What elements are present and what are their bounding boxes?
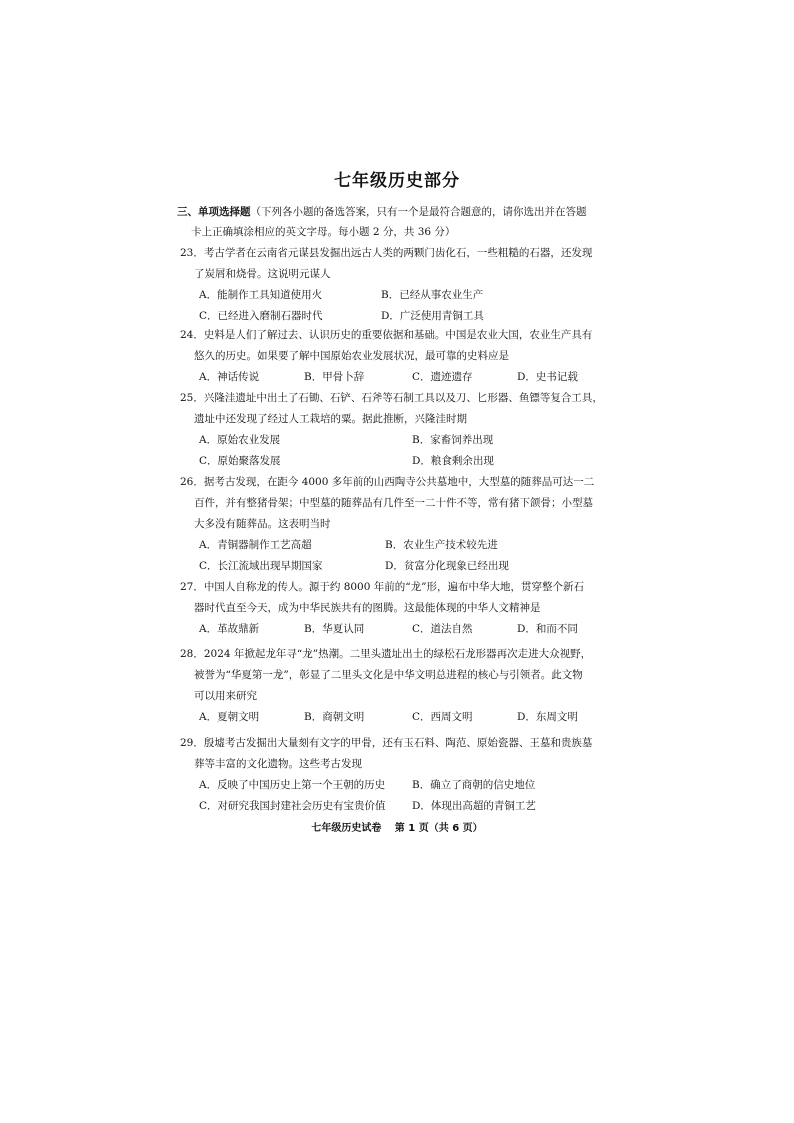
option-c[interactable]: C．道法自然	[412, 623, 473, 635]
question-23	[180, 243, 620, 327]
stem-line: 27．中国人自称龙的传人。源于约 8000 年前的“龙”形，遍布中华大地，贯穿整个新石	[180, 581, 584, 593]
option-a[interactable]: A．原始农业发展	[199, 434, 281, 446]
section-instruction-line1	[177, 202, 627, 222]
question-24	[180, 325, 620, 388]
stem-line: 百件，并有整猪骨架；中型墓的随葬品有几件至一二十件不等，常有猪下颌骨；小型墓	[194, 497, 593, 509]
stem-line: 葬等丰富的文化遗物。这些考古发现	[194, 758, 362, 770]
section-heading: 三、单项选择题	[177, 206, 251, 218]
options-row	[180, 707, 620, 728]
option-a[interactable]: A．反映了中国历史上第一个王朝的历史	[199, 779, 386, 791]
option-c[interactable]: C．原始聚落发展	[199, 455, 281, 467]
section-instruction-line2: 卡上正确填涂相应的英文字母。每小题 2 分，共 36 分）	[191, 226, 456, 238]
option-c[interactable]: C．西周文明	[412, 711, 473, 723]
options-row	[180, 285, 620, 306]
option-a[interactable]: A．能制作工具知道使用火	[199, 289, 323, 301]
option-b[interactable]: B．商朝文明	[304, 711, 365, 723]
question-28	[180, 644, 620, 728]
section-note: （下列各小题的备选答案，只有一个是最符合题意的，请你选出并在答题	[250, 206, 587, 218]
page-footer: 七年级历史试卷 第 1 页（共 6 页）	[311, 823, 483, 834]
option-c[interactable]: C．已经进入磨制石器时代	[199, 310, 323, 322]
question-stem	[180, 388, 620, 430]
stem-line: 28．2024 年掀起龙年寻“龙”热潮。二里头遗址出土的绿松石龙形器再次走进大众视野，	[180, 648, 592, 660]
option-c[interactable]: C．遗迹遗存	[412, 371, 473, 383]
options-row	[180, 796, 620, 817]
options-row	[180, 775, 620, 796]
section-header	[177, 202, 627, 242]
options-row	[180, 535, 620, 556]
stem-line: 遗址中还发现了经过人工栽培的粟。据此推断，兴隆洼时期	[194, 413, 467, 425]
options-row	[180, 430, 620, 451]
option-c[interactable]: C．长江流域出现早期国家	[199, 560, 323, 572]
option-d[interactable]: D．东周文明	[517, 711, 578, 723]
stem-line: 26．据考古发现，在距今 4000 多年前的山西陶寺公共墓地中，大型墓的随葬品可达一二	[180, 476, 595, 488]
question-29	[180, 733, 620, 817]
stem-line: 悠久的历史。如果要了解中国原始农业发展状况，最可靠的史料应是	[194, 350, 509, 362]
option-d[interactable]: D．广泛使用青铜工具	[381, 310, 484, 322]
stem-line: 被誉为“华夏第一龙”，彰显了二里头文化是中华文明总进程的核心与引领者。此文物	[194, 669, 583, 681]
options-row	[180, 556, 620, 577]
stem-line: 24．史料是人们了解过去、认识历史的重要依据和基础。中国是农业大国，农业生产具有	[180, 329, 593, 341]
option-d[interactable]: D．和而不同	[517, 623, 578, 635]
question-stem	[180, 325, 620, 367]
question-stem	[180, 472, 620, 535]
option-b[interactable]: B．家畜饲养出现	[412, 434, 494, 446]
option-a[interactable]: A．夏朝文明	[199, 711, 260, 723]
option-c[interactable]: C．对研究我国封建社会历史有宝贵价值	[199, 800, 386, 812]
option-b[interactable]: B．已经从事农业生产	[381, 289, 484, 301]
stem-line: 器时代直至今天，成为中华民族共有的图腾。这最能体现的中华人文精神是	[194, 602, 541, 614]
stem-line: 大多没有随葬品。这表明当时	[194, 518, 331, 530]
option-d[interactable]: D．体现出高超的青铜工艺	[412, 800, 536, 812]
stem-line: 23．考古学者在云南省元谋县发掘出远古人类的两颗门齿化石，一些粗糙的石器，还发现	[180, 247, 593, 259]
options-row	[180, 306, 620, 327]
options-row	[180, 367, 620, 388]
question-26	[180, 472, 620, 577]
option-d[interactable]: D．粮食剩余出现	[412, 455, 494, 467]
option-d[interactable]: D．贫富分化现象已经出现	[385, 560, 509, 572]
page-title: 七年级历史部分	[334, 171, 460, 191]
question-27	[180, 577, 620, 640]
question-stem	[180, 243, 620, 285]
question-25	[180, 388, 620, 472]
stem-line: 了炭屑和烧骨。这说明元谋人	[194, 268, 331, 280]
option-b[interactable]: B．农业生产技术较先进	[385, 539, 498, 551]
option-b[interactable]: B．华夏认同	[304, 623, 365, 635]
option-a[interactable]: A．青铜器制作工艺高超	[199, 539, 312, 551]
options-row	[180, 451, 620, 472]
option-d[interactable]: D．史书记载	[517, 371, 578, 383]
option-a[interactable]: A．神话传说	[199, 371, 260, 383]
option-b[interactable]: B．确立了商朝的信史地位	[412, 779, 536, 791]
question-stem	[180, 733, 620, 775]
stem-line: 29．殷墟考古发掘出大量刻有文字的甲骨，还有玉石料、陶范、原始瓷器、王墓和贵族墓	[180, 737, 593, 749]
options-row	[180, 619, 620, 640]
option-b[interactable]: B．甲骨卜辞	[304, 371, 365, 383]
stem-line: 可以用来研究	[194, 690, 257, 702]
stem-line: 25．兴隆洼遗址中出土了石锄、石铲、石斧等石制工具以及刀、匕形器、鱼镖等复合工具，	[180, 392, 603, 404]
question-stem	[180, 577, 620, 619]
question-stem	[180, 644, 620, 707]
option-a[interactable]: A．革故鼎新	[199, 623, 260, 635]
